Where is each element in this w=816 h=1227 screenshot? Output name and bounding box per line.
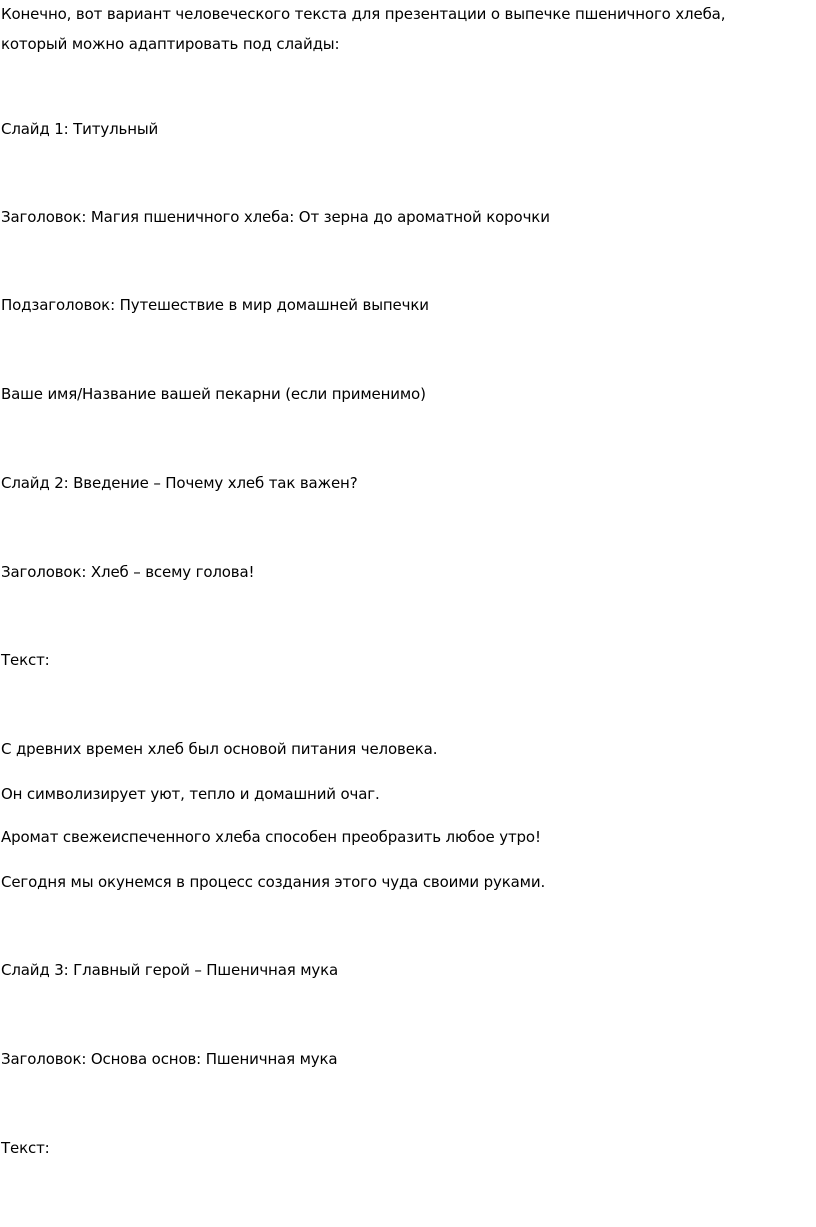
intro-line-2: который можно адаптировать под слайды:	[1, 35, 340, 53]
slide1-heading: Слайд 1: Титульный	[1, 120, 159, 138]
slide1-subtitle: Подзаголовок: Путешествие в мир домашней выпечки	[1, 296, 429, 314]
slide2-heading: Слайд 2: Введение – Почему хлеб так важен?	[1, 474, 358, 492]
slide1-title: Заголовок: Магия пшеничного хлеба: От зерна до ароматной корочки	[1, 208, 550, 226]
intro-line-1: Конечно, вот вариант человеческого текста для презентации о выпечке пшеничного хлеба,	[1, 5, 726, 23]
slide2-point-4: Сегодня мы окунемся в процесс создания этого чуда своими руками.	[1, 873, 546, 891]
slide2-point-3: Аромат свежеиспеченного хлеба способен преобразить любое утро!	[1, 828, 541, 846]
slide2-point-1: С древних времен хлеб был основой питания человека.	[1, 740, 438, 758]
slide2-point-2: Он символизирует уют, тепло и домашний очаг.	[1, 785, 380, 803]
slide3-heading: Слайд 3: Главный герой – Пшеничная мука	[1, 961, 339, 979]
slide3-text-label: Текст:	[1, 1139, 50, 1157]
slide2-title: Заголовок: Хлеб – всему голова!	[1, 563, 255, 581]
slide1-author: Ваше имя/Название вашей пекарни (если применимо)	[1, 385, 426, 403]
slide2-text-label: Текст:	[1, 651, 50, 669]
slide3-title: Заголовок: Основа основ: Пшеничная мука	[1, 1050, 338, 1068]
